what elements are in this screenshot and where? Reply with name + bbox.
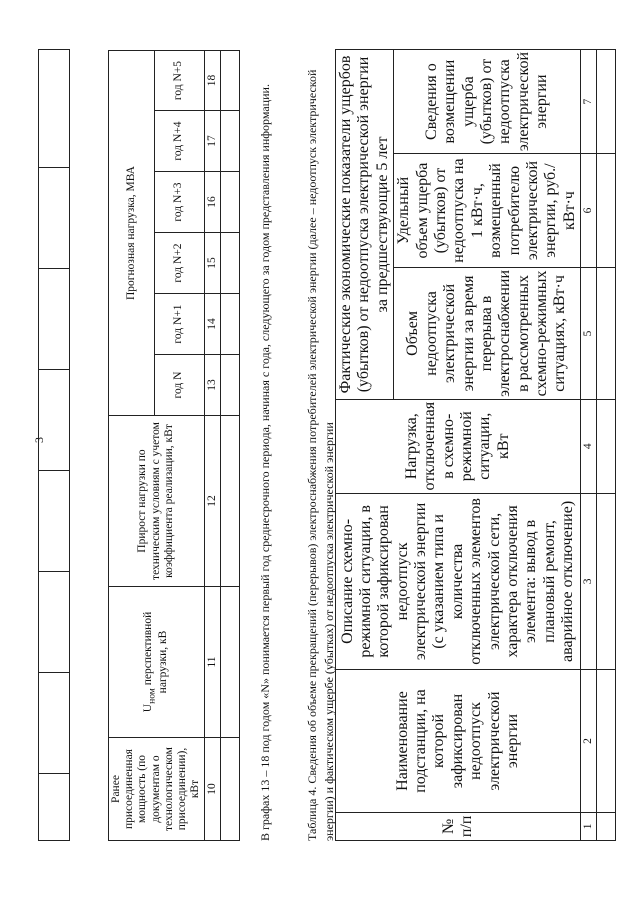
table-cell	[220, 416, 239, 587]
column-number: 1	[581, 812, 597, 840]
header-previous-capacity: Ранее присоединенная мощность (по документам о технологическом присоединении), кВт	[109, 738, 205, 841]
header-load-growth: Прирост нагрузки по техническим условиям с учетом коэффициента реализации, кВт	[109, 416, 205, 587]
voltage-label: перспективной нагрузки, кВ	[142, 611, 170, 694]
table-cell	[597, 812, 616, 840]
table-header-row	[336, 50, 394, 841]
column-number: 16	[204, 172, 220, 233]
table-cell	[220, 587, 239, 738]
forecast-load-table	[108, 50, 240, 841]
page-number: 3	[32, 437, 46, 443]
table-header-row	[109, 51, 155, 841]
footnote-text: В графах 13 – 18 под годом «N» понимается первый год среднесрочного периода, начиная с года, следующего за годом представления информации.	[258, 84, 272, 841]
table-row	[39, 50, 70, 841]
header-year-n3: год N+3	[154, 172, 204, 233]
header-year-n2: год N+2	[154, 233, 204, 294]
column-number: 18	[204, 51, 220, 111]
header-situation-description: Описание схемно-режимной ситуации, в которой зафиксирован недоотпуск электрической энергии (с указанием типа и количества отключенных элементов электрической сети, характера отключения элемента: вывод в плановый ремонт, аварийное отключение)	[336, 493, 581, 670]
table-cell	[39, 370, 70, 471]
table-cell	[597, 267, 616, 399]
table-cell	[39, 50, 70, 168]
table-cell	[597, 670, 616, 812]
table-cell	[597, 493, 616, 670]
header-compensation-info: Сведения о возмещении ущерба (убытков) от недоотпуска электрической энергии	[394, 50, 581, 154]
table-cell	[220, 738, 239, 841]
header-undersupply-volume: Объем недоотпуска электрической энергии за время перерыва в электроснабжении в рассмотренных схемно-режимных ситуациях, кВт·ч	[394, 267, 581, 399]
column-numbers-row	[581, 50, 597, 841]
column-number: 15	[204, 233, 220, 294]
column-numbers-row	[204, 51, 220, 841]
table-cell	[39, 471, 70, 572]
column-number: 13	[204, 355, 220, 416]
voltage-symbol: U	[142, 703, 154, 713]
header-year-n1: год N+1	[154, 294, 204, 355]
table-cell	[220, 51, 239, 111]
table-cell	[39, 774, 70, 841]
column-number: 3	[581, 493, 597, 670]
table-row	[597, 50, 616, 841]
column-number: 4	[581, 399, 597, 493]
header-year-n5: год N+5	[154, 51, 204, 111]
table-cell	[39, 168, 70, 269]
table-cell	[220, 172, 239, 233]
table-cell	[39, 673, 70, 774]
column-number: 6	[581, 154, 597, 268]
table-cell	[597, 154, 616, 268]
column-number: 11	[204, 587, 220, 738]
column-number: 14	[204, 294, 220, 355]
table-cell	[39, 572, 70, 673]
table-row	[220, 51, 239, 841]
table-cell	[220, 111, 239, 172]
header-substation-name: Наименование подстанции, на которой зафиксирован недоотпуск электрической энергии	[336, 670, 581, 812]
header-row-number: № п/п	[336, 812, 581, 840]
table-cell	[220, 233, 239, 294]
table-cell	[220, 355, 239, 416]
header-year-n: год N	[154, 355, 204, 416]
table-cell	[220, 294, 239, 355]
header-year-n4: год N+4	[154, 111, 204, 172]
table-caption: Таблица 4. Сведения об объеме прекращений (перерывов) электроснабжения потребителей электрической энергии (далее – недоотпуск электрической энергии) и фактическом ущербе (убытках) от недоотпуска электрической энергии	[305, 69, 337, 841]
table-cell	[39, 269, 70, 370]
column-number: 12	[204, 416, 220, 587]
column-number: 2	[581, 670, 597, 812]
header-disconnected-load: Нагрузка, отключенная в схемно-режимной ситуации, кВт	[336, 399, 581, 493]
table-cell	[597, 50, 616, 154]
column-number: 5	[581, 267, 597, 399]
table-cell	[597, 399, 616, 493]
header-nominal-voltage	[109, 587, 205, 738]
voltage-subscript: ном	[146, 688, 158, 704]
undersupply-table	[335, 49, 616, 841]
column-number: 7	[581, 50, 597, 154]
column-number: 10	[204, 738, 220, 841]
header-specific-damage: Удельный объем ущерба (убытков) от недоотпуска на 1 кВт·ч, возмещенный потребителю электрической энергии, руб./кВт·ч	[394, 154, 581, 268]
header-economic-group: Фактические экономические показатели ущербов (убытков) от недоотпуска электрической энергии за предшествующие 5 лет	[336, 50, 394, 400]
header-forecast-group: Прогнозная нагрузка, МВА	[109, 51, 155, 416]
column-number: 17	[204, 111, 220, 172]
previous-table-fragment	[38, 49, 70, 841]
